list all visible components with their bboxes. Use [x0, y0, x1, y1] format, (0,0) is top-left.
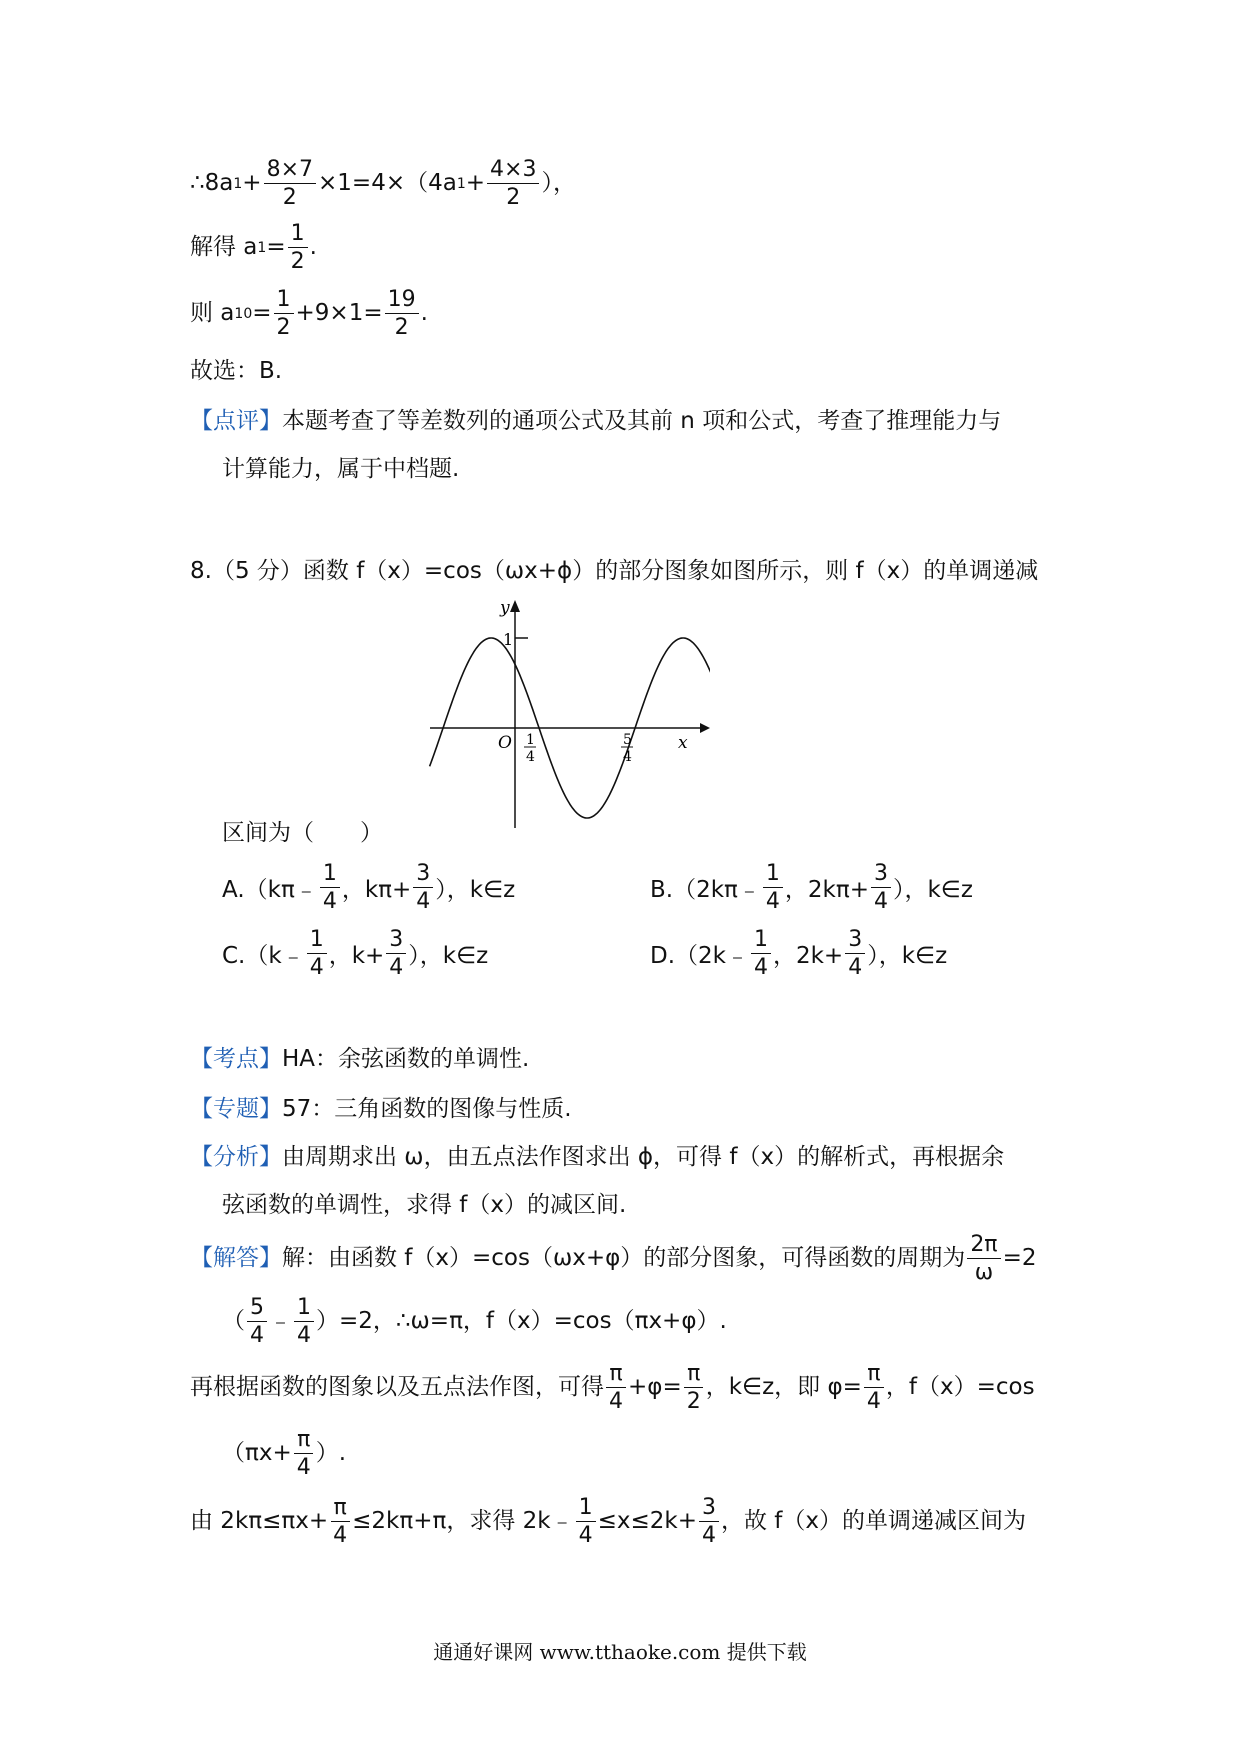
text: +: [242, 170, 262, 197]
text: +φ=: [628, 1374, 682, 1401]
fraction: [606, 1362, 626, 1413]
numerator: 3: [699, 1496, 719, 1522]
text: ≤2kπ+π，求得 2k﹣: [352, 1508, 574, 1535]
denominator: ω: [974, 1260, 994, 1286]
numerator: 1: [320, 862, 340, 888]
numerator: π: [684, 1362, 703, 1388]
fraction: [763, 862, 783, 913]
denominator: 4: [309, 955, 324, 981]
text: ，2kπ+: [784, 877, 869, 904]
fraction: [684, 1362, 704, 1413]
text: ，k∈z，即 φ=: [705, 1374, 862, 1401]
answer-text: 故选：B.: [190, 358, 283, 384]
comment-text: 本题考查了等差数列的通项公式及其前 n 项和公式，考查了推理能力与: [282, 408, 1002, 434]
text: ×1=4×（4a: [318, 170, 457, 197]
comment-line-2: [222, 458, 459, 481]
numerator: 1: [294, 1296, 314, 1322]
denominator: 4: [333, 1523, 348, 1549]
text: ﹣: [269, 1308, 292, 1335]
x-axis-arrow: [700, 723, 710, 733]
cosine-graph: [420, 598, 710, 838]
text: ），k∈z: [435, 877, 516, 904]
x-tick-2-num: 5: [623, 732, 632, 748]
option-a[interactable]: [222, 862, 515, 913]
zhuanti-line: [190, 1098, 572, 1121]
x-axis-label: x: [678, 733, 688, 753]
jieda-line-2: [222, 1296, 727, 1347]
text: +: [465, 170, 486, 197]
question-stem-1: [190, 560, 1038, 583]
jieda-line-1: [190, 1233, 1036, 1284]
denominator: 2: [290, 249, 305, 275]
text: ），k∈z: [867, 943, 948, 970]
option-b[interactable]: [650, 862, 973, 913]
answer-line: [190, 360, 282, 383]
numerator: 1: [763, 862, 783, 888]
equation-line-2: 解得 a 1 = $\frac{1}{2}$ .: [190, 221, 317, 275]
text: ），k∈z: [892, 877, 973, 904]
text: =2: [1002, 1245, 1037, 1272]
numerator: 4×3: [487, 158, 539, 184]
text: ，k+: [328, 943, 385, 970]
text: B.（2kπ﹣: [650, 877, 761, 904]
text: ，f（x）=cos: [885, 1374, 1035, 1401]
question-stem-2: [222, 822, 383, 845]
fraction: [967, 1233, 1000, 1284]
x-tick-2-den: 4: [623, 749, 632, 765]
numerator: 3: [413, 862, 433, 888]
numerator: 3: [871, 862, 891, 888]
fraction: [294, 1296, 314, 1347]
comment-line-1: [190, 410, 1001, 433]
denominator: 4: [866, 1389, 881, 1415]
text: ）.: [315, 1440, 347, 1467]
text: 解得 a: [190, 234, 258, 261]
numerator: 5: [247, 1296, 267, 1322]
numerator: 2π: [967, 1233, 1000, 1259]
y-axis-label: y: [500, 598, 510, 618]
text: ），k∈z: [408, 943, 489, 970]
text: =: [266, 234, 286, 261]
denominator: 4: [296, 1455, 311, 1481]
denominator: 4: [416, 889, 431, 915]
fraction: [247, 1296, 267, 1347]
fraction: [864, 1362, 884, 1413]
x-tick-1-den: 4: [526, 749, 535, 765]
text: ∴8a: [190, 170, 234, 197]
kaodian-line: [190, 1048, 529, 1071]
jieda-line-3: [190, 1362, 1035, 1413]
fenxi-line-2: [222, 1194, 626, 1217]
option-c[interactable]: [222, 928, 488, 979]
denominator: 2: [686, 1389, 701, 1415]
fraction: [320, 862, 340, 913]
fenxi-tag: 【分析】: [190, 1144, 282, 1170]
numerator: 3: [386, 928, 406, 954]
fraction: [330, 1496, 350, 1547]
fenxi-text: 弦函数的单调性，求得 f（x）的减区间.: [222, 1192, 627, 1218]
denominator: 4: [322, 889, 337, 915]
numerator: 19: [385, 288, 419, 314]
numerator: 1: [274, 288, 294, 314]
text: 则 a: [190, 300, 235, 327]
fraction: [274, 288, 294, 339]
numerator: 1: [307, 928, 327, 954]
fraction: [413, 862, 433, 913]
numerator: 1: [576, 1496, 596, 1522]
text: （πx+: [222, 1440, 292, 1467]
origin-label: O: [498, 733, 512, 753]
numerator: π: [864, 1362, 883, 1388]
kaodian-tag: 【考点】: [190, 1046, 282, 1072]
fraction: [576, 1496, 596, 1547]
equation-line-3: 则 a 10 = $\frac{1}{2}$ +9×1= $\frac{19}{2}$ .: [190, 287, 428, 341]
denominator: 4: [297, 1323, 311, 1349]
denominator: 4: [250, 1323, 264, 1349]
y-axis-arrow: [510, 600, 520, 612]
fraction: [385, 288, 419, 339]
fraction: [386, 928, 406, 979]
numerator: π: [606, 1362, 625, 1388]
text: ），: [541, 170, 576, 197]
denominator: 4: [578, 1523, 593, 1549]
text: =: [252, 300, 272, 327]
fraction: [294, 1428, 314, 1479]
text: D.（2k﹣: [650, 943, 749, 970]
denominator: 2: [394, 315, 409, 341]
x-tick-1-num: 1: [526, 732, 535, 748]
question-text: 8.（5 分）函数 f（x）=cos（ωx+ϕ）的部分图象如图所示，则 f（x）的单调递减: [190, 558, 1039, 584]
fenxi-text: 由周期求出 ω，由五点法作图求出 ϕ，可得 f（x）的解析式，再根据余: [282, 1144, 1005, 1170]
jieda-line-5: [190, 1496, 1026, 1547]
zhuanti-tag: 【专题】: [190, 1096, 282, 1122]
fraction: [845, 928, 865, 979]
text: （: [222, 1308, 245, 1335]
text: 解：由函数 f（x）=cos（ωx+φ）的部分图象，可得函数的周期为: [282, 1245, 966, 1272]
denominator: 4: [389, 955, 404, 981]
denominator: 2: [506, 185, 521, 211]
denominator: 4: [765, 889, 780, 915]
text: C.（k﹣: [222, 943, 305, 970]
denominator: 2: [282, 185, 297, 211]
numerator: 1: [751, 928, 771, 954]
numerator: 1: [288, 222, 308, 248]
text: ，kπ+: [341, 877, 412, 904]
fraction: [487, 158, 539, 209]
option-d[interactable]: [650, 928, 947, 979]
denominator: 4: [753, 955, 768, 981]
fenxi-line-1: [190, 1146, 1004, 1169]
fraction: [288, 222, 308, 273]
text: 由 2kπ≤πx+: [190, 1508, 329, 1535]
text: A.（kπ﹣: [222, 877, 318, 904]
numerator: π: [331, 1496, 350, 1522]
text: ）=2，∴ω=π，f（x）=cos（πx+φ）.: [316, 1308, 727, 1335]
comment-text: 计算能力，属于中档题.: [222, 456, 460, 482]
text: ≤x≤2k+: [597, 1508, 697, 1535]
equation-line-1: ∴8a 1 + $\frac{8\times 7}{2}$ ×1=4×（4a 1 + $\frac{4\times 3}{2}$ ），: [190, 157, 576, 211]
numerator: 3: [845, 928, 865, 954]
comment-tag: 【点评】: [190, 408, 282, 434]
zhuanti-text: 57：三角函数的图像与性质.: [282, 1096, 572, 1122]
text: .: [309, 234, 317, 261]
text: .: [420, 300, 428, 327]
denominator: 4: [701, 1523, 716, 1549]
fraction: [699, 1496, 719, 1547]
jieda-tag: 【解答】: [190, 1245, 282, 1272]
denominator: 4: [609, 1389, 623, 1415]
text: 再根据函数的图象以及五点法作图，可得: [190, 1374, 604, 1401]
numerator: 8×7: [264, 158, 316, 184]
question-text: 区间为（ ）: [222, 820, 383, 846]
numerator: π: [294, 1428, 313, 1454]
fraction: [871, 862, 891, 913]
jieda-line-4: [222, 1428, 346, 1479]
denominator: 4: [848, 955, 863, 981]
text: ，故 f（x）的单调递减区间为: [720, 1508, 1027, 1535]
fraction: [307, 928, 327, 979]
text: +9×1=: [295, 300, 383, 327]
y-tick-label: 1: [503, 630, 514, 649]
fraction: [751, 928, 771, 979]
denominator: 4: [873, 889, 888, 915]
text: ，2k+: [772, 943, 844, 970]
page-footer: 通通好课网 www.tthaoke.com 提供下载: [433, 1640, 807, 1664]
denominator: 2: [276, 315, 291, 341]
fraction: [264, 158, 316, 209]
kaodian-text: HA：余弦函数的单调性.: [282, 1046, 530, 1072]
